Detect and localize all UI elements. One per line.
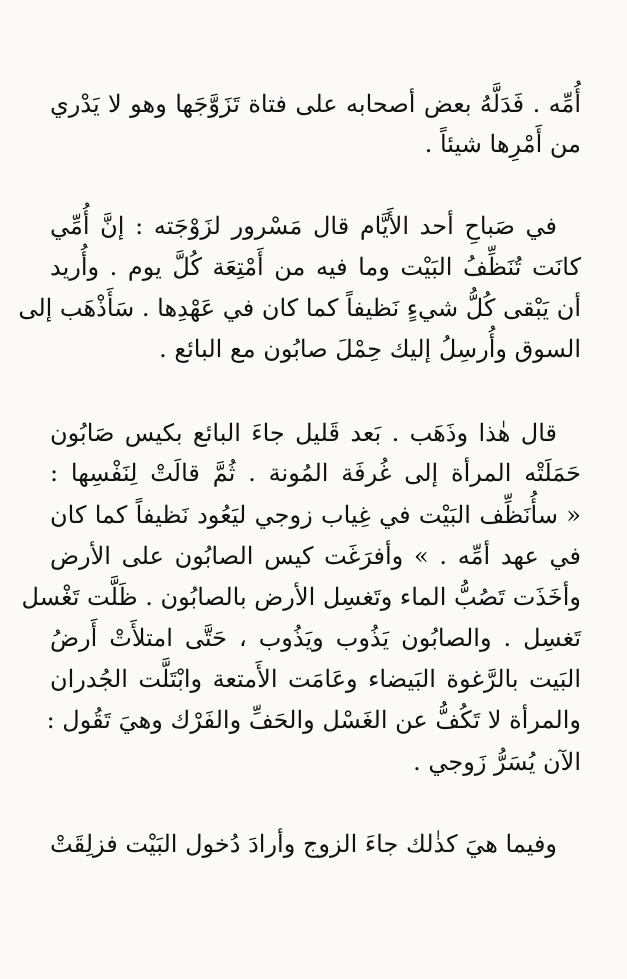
- text-line: الآن يُسَرُّ زَوجي .: [413, 748, 581, 776]
- text-line: « سأُنَظِّف البَيْت في غِياب زوجي ليَعُود نَظيفاً كما كان: [50, 501, 581, 529]
- text-line: قال هٰذا وذَهَب . بَعد قَليل جاءَ البائع بكيس صَابُون: [50, 419, 557, 447]
- text-line: كانَت تُنَظِّفُ البَيْت وما فيه من أَمْتِعَة كُلَّ يوم . وأُريد: [50, 253, 581, 281]
- text-line: أُمِّه . فَدَلَّهُ بعض أصحابه على فتاة تَزَوَّجَها وهو لا يَدْري: [50, 90, 581, 118]
- text-line: تَغسِل . والصابُون يَذُوب ويَذُوب ، حَتَّى امتلأَتْ أَرضُ: [50, 624, 581, 652]
- text-line: في صَباحِ أحد الأَيَّام قال مَسْرور لزَوْجَته : إنَّ أُمِّي: [50, 212, 557, 240]
- text-line: البَيت بالرَّغوة البَيضاء وعَامَت الأَمتعة وابْتَلَّت الجُدران: [50, 665, 581, 693]
- text-line: وفيما هيَ كذٰلك جاءَ الزوج وأرادَ دُخول البَيْت فزلِقَتْ: [50, 830, 557, 858]
- text-line: حَمَلَتْه المرأة إلى غُرفَة المُونة . ثُمَّ قالَتْ لِنَفْسِها :: [50, 459, 581, 487]
- text-line: وأخَذَت تَصُبُّ الماء وتَغسِل الأرض بالصابُون . ظَلَّت تَغْسل: [21, 583, 581, 611]
- text-line: من أَمْرِها شيئاً .: [424, 130, 581, 158]
- text-line: في عهد أمِّه . » وأفرَغَت كيس الصابُون على الأرض: [50, 542, 581, 570]
- text-line: أن يَبْقى كُلُّ شيءٍ نَظيفاً كما كان في عَهْدِها . سَأَذْهَب إلى: [18, 294, 581, 322]
- text-line: السوق وأُرسِلُ إليك حِمْلَ صابُون مع البائع .: [159, 335, 581, 363]
- text-line: والمرأة لا تَكُفُّ عن الغَسْل والحَفِّ والفَرْك وهيَ تَقُول :: [46, 706, 581, 734]
